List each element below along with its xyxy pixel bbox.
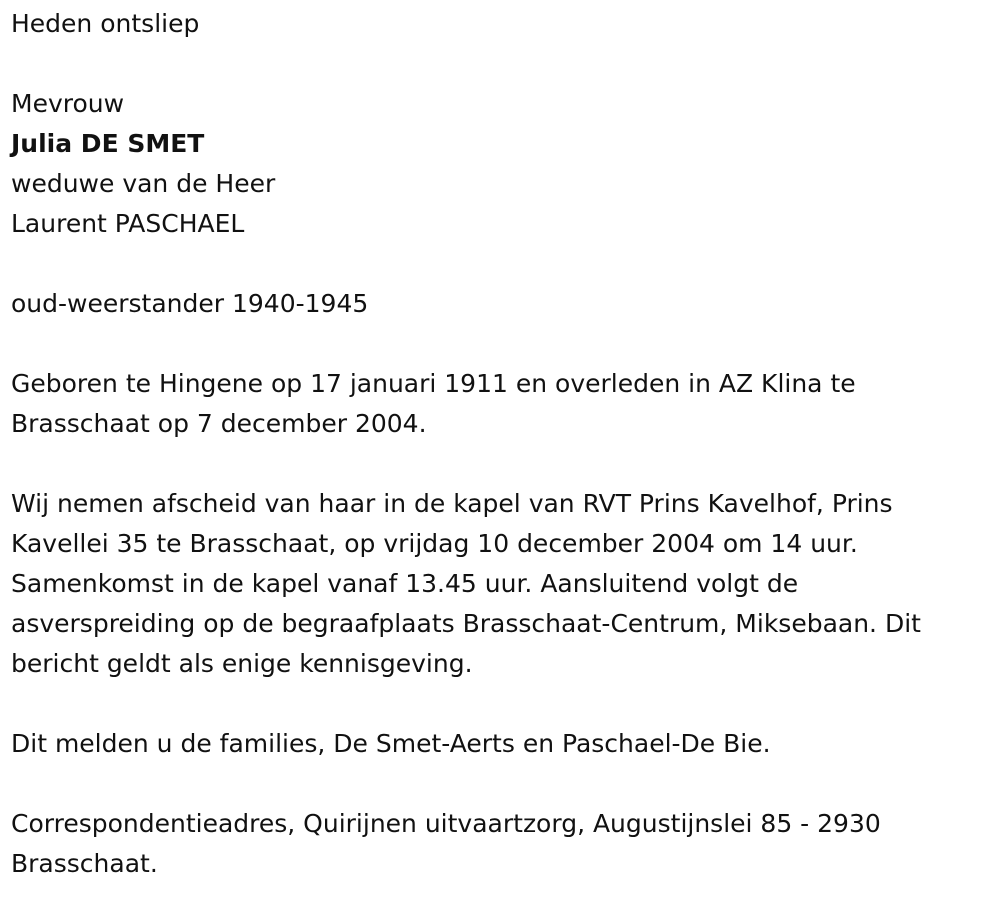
paragraph-line: asverspreiding op de begraafplaats Brasschaat-Centrum, Miksebaan. Dit bbox=[11, 609, 921, 638]
farewell-paragraph bbox=[11, 484, 986, 684]
paragraph-line: Geboren te Hingene op 17 januari 1911 en overleden in AZ Klina te bbox=[11, 369, 856, 398]
paragraph-line: Samenkomst in de kapel vanaf 13.45 uur. Aansluitend volgt de bbox=[11, 569, 799, 598]
families-paragraph bbox=[11, 724, 986, 764]
spouse-name: Laurent PASCHAEL bbox=[11, 209, 245, 238]
paragraph-line: bericht geldt als enige kennisgeving. bbox=[11, 649, 473, 678]
correspondence-paragraph bbox=[11, 804, 986, 884]
paragraph-line: Brasschaat op 7 december 2004. bbox=[11, 409, 427, 438]
paragraph-line: Correspondentieadres, Quirijnen uitvaartzorg, Augustijnslei 85 - 2930 bbox=[11, 809, 881, 838]
salutation: Mevrouw bbox=[11, 89, 125, 118]
paragraph-line: Kavellei 35 te Brasschaat, op vrijdag 10 december 2004 om 14 uur. bbox=[11, 529, 858, 558]
relation-text: weduwe van de Heer bbox=[11, 169, 276, 198]
families-text: Dit melden u de families, De Smet-Aerts en Paschael-De Bie. bbox=[11, 729, 771, 758]
obituary-notice bbox=[11, 4, 986, 884]
role-text: oud-weerstander 1940-1945 bbox=[11, 289, 369, 318]
paragraph-line: Wij nemen afscheid van haar in de kapel van RVT Prins Kavelhof, Prins bbox=[11, 489, 893, 518]
deceased-name: Julia DE SMET bbox=[11, 129, 205, 158]
intro-text: Heden ontsliep bbox=[11, 9, 200, 38]
birth-death-paragraph bbox=[11, 364, 986, 444]
paragraph-line: Brasschaat. bbox=[11, 849, 158, 878]
